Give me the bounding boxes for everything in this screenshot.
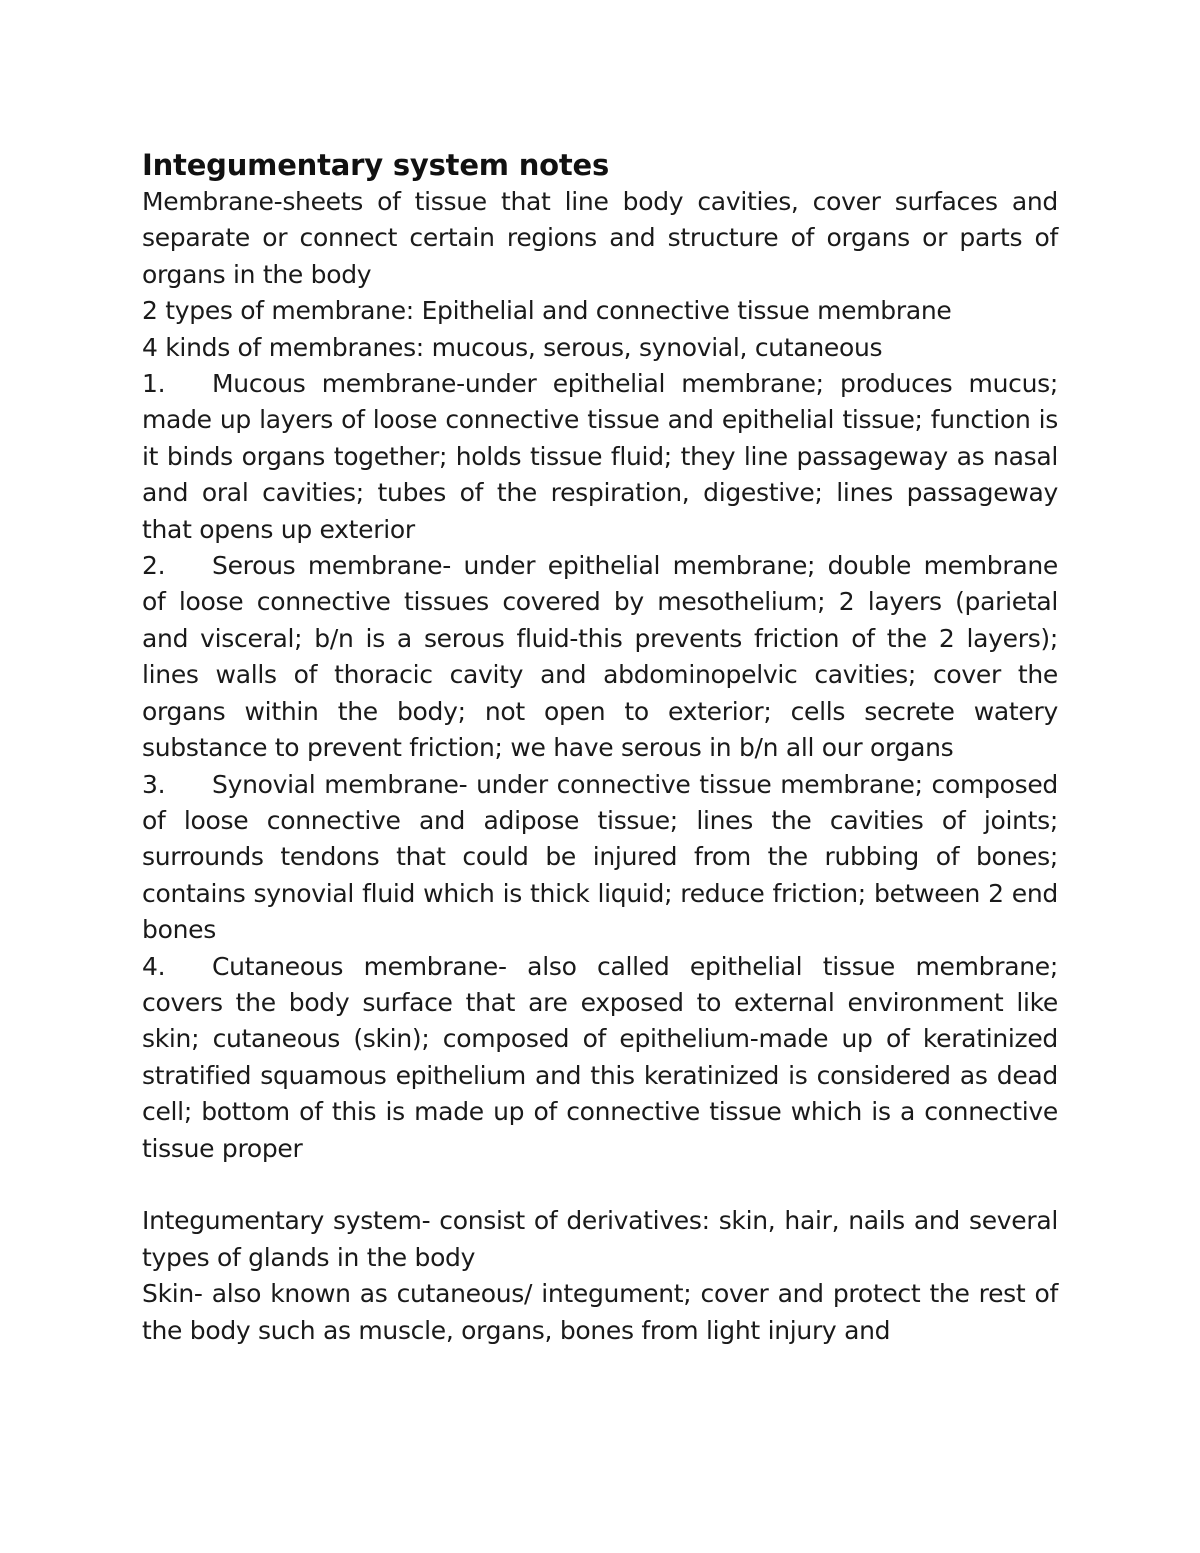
- document-title: Integumentary system notes: [142, 148, 610, 182]
- list-number: 2.: [142, 551, 166, 581]
- integumentary-definition: Integumentary system- consist of derivatives: skin, hair, nails and several types of glands in the body: [142, 1206, 1058, 1272]
- list-item-mucous: [142, 366, 1058, 548]
- list-item-serous: [142, 548, 1058, 766]
- list-number: 4.: [142, 951, 166, 981]
- list-item-synovial: [142, 767, 1058, 949]
- membrane-kinds: 4 kinds of membranes: mucous, serous, synovial, cutaneous: [142, 332, 883, 362]
- list-item-text: Synovial membrane- under connective tissue membrane; composed of loose connective and adipose tissue; lines the cavities of joints; surrounds tendons that could be injured from the rubbing of bones; contains synovial fluid which is thick liquid; reduce friction; between 2 end bones: [142, 769, 1058, 945]
- skin-definition: Skin- also known as cutaneous/ integument; cover and protect the rest of the body such as muscle, organs, bones from light injury and: [142, 1279, 1058, 1345]
- membrane-definition: Membrane-sheets of tissue that line body cavities, cover surfaces and separate or connect certain regions and structure of organs or parts of organs in the body: [142, 187, 1058, 289]
- list-number: 3.: [142, 769, 166, 799]
- paragraph-spacer: [142, 1167, 1058, 1203]
- list-item-text: Serous membrane- under epithelial membrane; double membrane of loose connective tissues covered by mesothelium; 2 layers (parietal and visceral; b/n is a serous fluid-this prevents friction of the 2 layers); lines walls of thoracic cavity and abdominopelvic cavities; cover the organs within the body; not open to exterior; cells secrete watery substance to prevent friction; we have serous in b/n all our organs: [142, 551, 1058, 763]
- list-number: 1.: [142, 369, 166, 399]
- membrane-types: 2 types of membrane: Epithelial and connective tissue membrane: [142, 296, 952, 326]
- list-item-text: Mucous membrane-under epithelial membrane; produces mucus; made up layers of loose connective tissue and epithelial tissue; function is it binds organs together; holds tissue fluid; they line passageway as nasal and oral cavities; tubes of the respiration, digestive; lines passageway that opens up exterior: [142, 369, 1058, 544]
- list-item-text: Cutaneous membrane- also called epithelial tissue membrane; covers the body surface that are exposed to external environment like skin; cutaneous (skin); composed of epithelium-made up of keratinized stratified squamous epithelium and this keratinized is considered as dead cell; bottom of this is made up of connective tissue which is a connective tissue proper: [142, 951, 1058, 1163]
- list-item-cutaneous: [142, 949, 1058, 1167]
- document-body: [142, 146, 1058, 1349]
